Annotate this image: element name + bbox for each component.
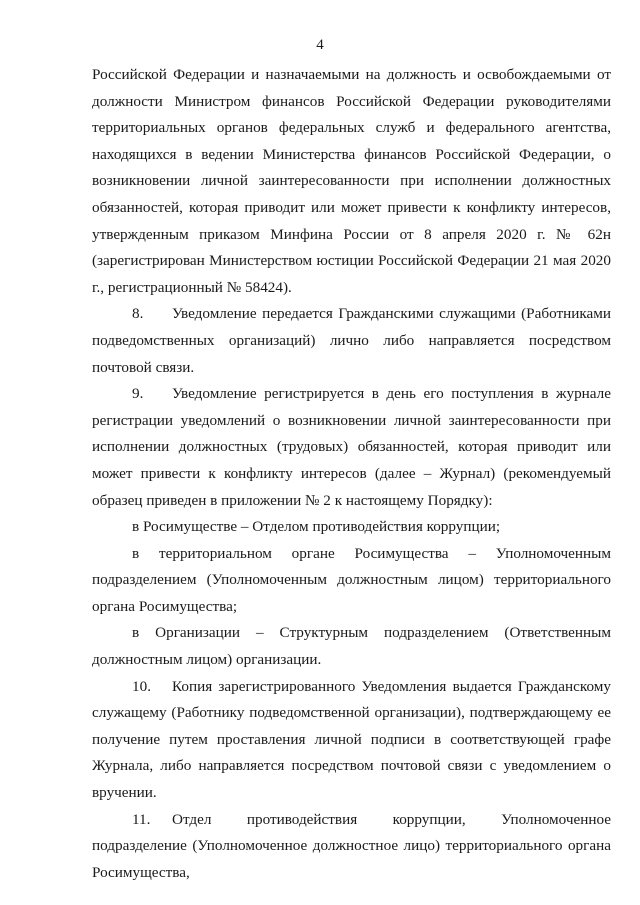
paragraph-text: Уведомление регистрируется в день его поступления в журнале регистрации уведомлений о возникновении личной заинтересованности при исполнении должностных (трудовых) обязанностей, которая приводит или может привести к конфликту интересов (далее – Журнал) (рекомендуемый образец приведен в приложении № 2 к настоящему Порядку): [92,385,611,509]
paragraph-continuation [92,62,611,301]
paragraph-text: в Организации – Структурным подразделением (Ответственным должностным лицом) организации. [92,624,611,669]
paragraph-item-9 [92,381,611,514]
paragraph-number: 9. [132,385,144,403]
paragraph-number: 10. [132,677,151,695]
paragraph-subitem-rosimushchestvo [92,514,611,541]
paragraph-item-10 [92,674,611,807]
paragraph-number: 8. [132,305,144,323]
paragraph-number: 11. [132,810,151,828]
page-number: 4 [316,37,324,53]
paragraph-subitem-territorial-body [92,541,611,621]
paragraph-item-8 [92,301,611,381]
paragraph-text: в Росимуществе – Отделом противодействия коррупции; [132,518,501,536]
document-body [92,62,611,886]
paragraph-item-11 [92,807,611,887]
paragraph-subitem-organization [92,620,611,673]
paragraph-text: Российской Федерации и назначаемыми на должность и освобождаемыми от должности Министром финансов Российской Федерации руководителями территориальных органов федеральных служб и федерального агентства, находящихся в ведении Министерства финансов Российской Федерации, о возникновении личной заинтересованности при исполнении должностных обязанностей, которая приводит или может привести к конфликту интересов, утвержденным приказом Минфина России от 8 апреля 2020 г. № 62н (зарегистрирован Министерством юстиции Российской Федерации 21 мая 2020 г., регистрационный № 58424). [92,66,611,296]
paragraph-text: в территориальном органе Росимущества – Уполномоченным подразделением (Уполномоченным должностным лицом) территориального органа Росимущества; [92,544,611,615]
paragraph-text: Копия зарегистрированного Уведомления выдается Гражданскому служащему (Работнику подведомственной организации), подтверждающему ее получение путем проставления личной подписи в соответствующей графе Журнала, либо направляется посредством почтовой связи с уведомлением о вручении. [92,677,611,802]
paragraph-text: Уведомление передается Гражданскими служащими (Работниками подведомственных организаций) лично либо направляется посредством почтовой связи. [92,305,611,376]
paragraph-text: Отдел противодействия коррупции, Уполномоченное подразделение (Уполномоченное должностное лицо) территориального органа Росимущества, [92,810,611,881]
